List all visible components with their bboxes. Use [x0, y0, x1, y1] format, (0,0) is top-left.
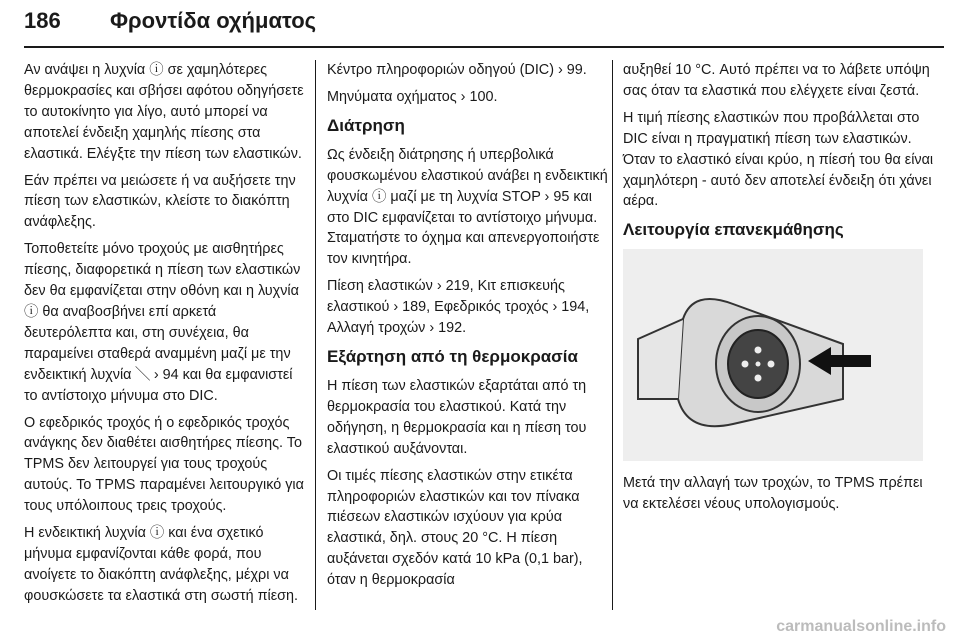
column-left [24, 60, 306, 613]
paragraph: Ο εφεδρικός τροχός ή ο εφεδρικός τροχός ανάγκης δεν διαθέτει αισθητήρες πίεσης. Το TPMS δεν λειτουργεί για τους τροχούς αυτούς. Το TPMS παραμένει λειτουργικό για τους υπόλοιπους τρεις τροχούς. [24, 414, 304, 515]
paragraph: Τοποθετείτε μόνο τροχούς με αισθητήρες πίεσης, διαφορετικά η πίεση των ελαστικών δεν θα εμφανίζεται στην οθόνη και η λυχνία ⓘ θα αναβοσβήνει επί αρκετά δευτερόλεπτα και, στη συνέχεια, θα παραμείνει σταθερά αναμμένη μαζί με την ενδεικτική λυχνία ╲ › 94 και θα εμφανιστεί το αντίστοιχο μήνυμα στο DIC. [24, 241, 301, 404]
paragraph: Η πίεση των ελαστικών εξαρτάται από τη θερμοκρασία του ελαστικού. Κατά την οδήγηση, η θερμοκρασία και η πίεση του ελαστικού αυξάνονται. [327, 377, 587, 457]
paragraph: Ως ένδειξη διάτρησης ή υπερβολικά φουσκωμένου ελαστικού ανάβει η ενδεικτική λυχνία ⓘ μαζί με τη λυχνία STOP › 95 και στο DIC εμφανίζεται το αντίστοιχο μήνυμα. Σταματήστε το όχημα και απενεργοποιήστε τον κινητήρα. [327, 146, 608, 268]
paragraph: Εάν πρέπει να μειώσετε ή να αυξήσετε την πίεση των ελαστικών, κλείστε το διακόπτη ανάφλεξης. [24, 172, 296, 231]
column-middle [327, 60, 609, 597]
page-title: Φροντίδα οχήματος [110, 8, 317, 33]
cross-reference: Πίεση ελαστικών › 219, Κιτ επισκευής ελαστικού › 189, Εφεδρικός τροχός › 194, Αλλαγή τροχών › 192. [327, 278, 590, 337]
paragraph: αυξηθεί 10 °C. Αυτό πρέπει να το λάβετε υπόψη σας όταν τα ελαστικά που ελέγχετε είναι ζεστά. [623, 62, 930, 99]
paragraph: Η ενδεικτική λυχνία ⓘ και ένα σχετικό μήνυμα εμφανίζονται κάθε φορά, που ανοίγετε το διακόπτη ανάφλεξης, μέχρι να φουσκώσετε τα ελαστικά στη σωστή πίεση. [24, 525, 299, 604]
column-divider-right [612, 60, 613, 610]
section-heading: Διάτρηση [327, 115, 405, 135]
section-heading: Εξάρτηση από τη θερμοκρασία [327, 346, 578, 366]
paragraph: Οι τιμές πίεσης ελαστικών στην ετικέτα πληροφοριών ελαστικών και τον πίνακα πιέσεων ελαστικών ισχύουν για κρύα ελαστικά, δηλ. στους 20 °C. Η πίεση αυξάνεται σχεδόν κατά 10 kPa (0,1 bar), όταν η θερμοκρασία [327, 467, 583, 589]
paragraph: Μετά την αλλαγή των τροχών, το TPMS πρέπει να εκτελέσει νέους υπολογισμούς. [623, 475, 923, 513]
section-heading: Λειτουργία επανεκμάθησης [623, 220, 844, 240]
watermark: carmanualsonline.info [776, 618, 946, 635]
page-header [0, 0, 960, 56]
header-rule [24, 46, 944, 48]
column-divider-left [315, 60, 316, 610]
paragraph: Αν ανάψει η λυχνία ⓘ σε χαμηλότερες θερμοκρασίες και σβήσει αφότου οδηγήσετε το αυτοκίνητο για λίγο, αυτό μπορεί να αποτελεί ένδειξη χαμηλής πίεσης στα ελαστικά. Ελέγξτε την πίεση των ελαστικών. [24, 62, 304, 162]
stalk-button-illustration [623, 249, 923, 461]
cross-reference: Κέντρο πληροφοριών οδηγού (DIC) › 99. [327, 62, 587, 78]
paragraph: Η τιμή πίεσης ελαστικών που προβάλλεται στο DIC είναι η πραγματική πίεση των ελαστικών. Όταν το ελαστικό είναι κρύο, η πίεσή του θα είναι χαμηλότερη - αυτό δεν αποτελεί ένδειξη ότι χάνει αέρα. [623, 109, 934, 210]
cross-reference: Μηνύματα οχήματος › 100. [327, 88, 498, 105]
column-right [623, 60, 941, 521]
stalk-illustration-icon [623, 249, 923, 461]
page-number: 186 [24, 8, 61, 33]
